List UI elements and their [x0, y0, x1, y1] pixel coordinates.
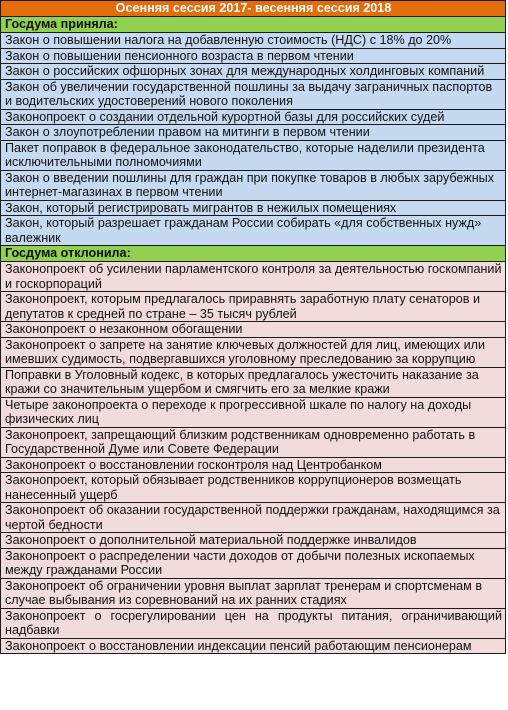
rejected-item: Законопроект о восстановлении госконтроля над Центробанком: [1, 457, 506, 473]
table-row: [1, 397, 506, 427]
rejected-item: Законопроект о восстановлении индексации пенсий работающим пенсионерам: [1, 638, 506, 654]
rejected-item: Законопроект о госрегулировании цен на продукты питания, ограничивающий надбавки: [1, 608, 506, 638]
table-row: [1, 367, 506, 397]
accepted-item: Закон о злоупотреблении правом на митинги в первом чтении: [1, 125, 506, 141]
table-row: [1, 608, 506, 638]
table-row: [1, 216, 506, 246]
accepted-item: Закон, который разрешает гражданам России собирать «для собственных нужд» валежник: [1, 216, 506, 246]
rejected-item: Законопроект о запрете на занятие ключевых должностей для лиц, имеющих или имевших судимость, подвергавшихся уголовному преследованию за коррупцию: [1, 337, 506, 367]
rejected-item: Законопроект, который обязывает родственников коррупционеров возмещать нанесенный ущерб: [1, 473, 506, 503]
rejected-item: Законопроект об усилении парламентского контроля за деятельностью госкомпаний и госкорпораций: [1, 262, 506, 292]
accepted-item: Закон о повышении налога на добавленную стоимость (НДС) с 18% до 20%: [1, 33, 506, 49]
rejected-item: Законопроект об ограничении уровня выплат зарплат тренерам и спортсменам в случае выбывания из соревнований на их ранних стадиях: [1, 578, 506, 608]
accepted-item: Закон об увеличении государственной пошлины за выдачу заграничных паспортов и водительских удостоверений нового поколения: [1, 79, 506, 109]
rejected-section-row: [1, 246, 506, 262]
rejected-item: Законопроект о дополнительной материальной поддержке инвалидов: [1, 533, 506, 549]
table-row: [1, 170, 506, 200]
accepted-item: Закон, который регистрировать мигрантов в нежилых помещениях: [1, 200, 506, 216]
table-row: [1, 292, 506, 322]
table-row: [1, 638, 506, 654]
rejected-item: Законопроект о распределении части доходов от добычи полезных ископаемых между гражданами России: [1, 548, 506, 578]
accepted-section-row: [1, 17, 506, 33]
accepted-item: Закон о повышении пенсионного возраста в первом чтении: [1, 48, 506, 64]
table-row: [1, 578, 506, 608]
accepted-heading: Госдума приняла:: [1, 17, 506, 33]
table-row: [1, 262, 506, 292]
title-row: [1, 1, 506, 17]
table-row: [1, 533, 506, 549]
table-row: [1, 503, 506, 533]
table-row: [1, 473, 506, 503]
accepted-item: Закон о российских офшорных зонах для международных холдинговых компаний: [1, 64, 506, 80]
accepted-item: Закон о введении пошлины для граждан при покупке товаров в любых зарубежных интернет-магазинах в первом чтении: [1, 170, 506, 200]
rejected-item: Законопроект, запрещающий близким родственникам одновременно работать в Государственной Думе или Совете Федерации: [1, 427, 506, 457]
accepted-item: Пакет поправок в федеральное законодательство, которые наделили президента исключительными полномочиями: [1, 140, 506, 170]
table-row: [1, 427, 506, 457]
rejected-item: Четыре законопроекта о переходе к прогрессивной шкале по налогу на доходы физических лиц: [1, 397, 506, 427]
table-row: [1, 79, 506, 109]
table-row: [1, 33, 506, 49]
accepted-item: Законопроект о создании отдельной курортной базы для российских судей: [1, 109, 506, 125]
table-row: [1, 337, 506, 367]
table-row: [1, 322, 506, 338]
table-row: [1, 140, 506, 170]
table-row: [1, 64, 506, 80]
rejected-heading: Госдума отклонила:: [1, 246, 506, 262]
table-row: [1, 125, 506, 141]
rejected-item: Законопроект об оказании государственной поддержки гражданам, находящимся за чертой бедности: [1, 503, 506, 533]
table-row: [1, 48, 506, 64]
table-row: [1, 457, 506, 473]
table-row: [1, 109, 506, 125]
rejected-item: Законопроект о незаконном обогащении: [1, 322, 506, 338]
table-row: [1, 200, 506, 216]
rejected-item: Поправки в Уголовный кодекс, в которых предлагалось ужесточить наказание за кражи со значительным ущербом и смягчить его за мелкие кражи: [1, 367, 506, 397]
table-title: Осенняя сессия 2017- весенняя сессия 2018: [1, 1, 506, 17]
rejected-item: Законопроект, которым предлагалось приравнять заработную плату сенаторов и депутатов к средней по стране – 35 тысяч рублей: [1, 292, 506, 322]
table-row: [1, 548, 506, 578]
